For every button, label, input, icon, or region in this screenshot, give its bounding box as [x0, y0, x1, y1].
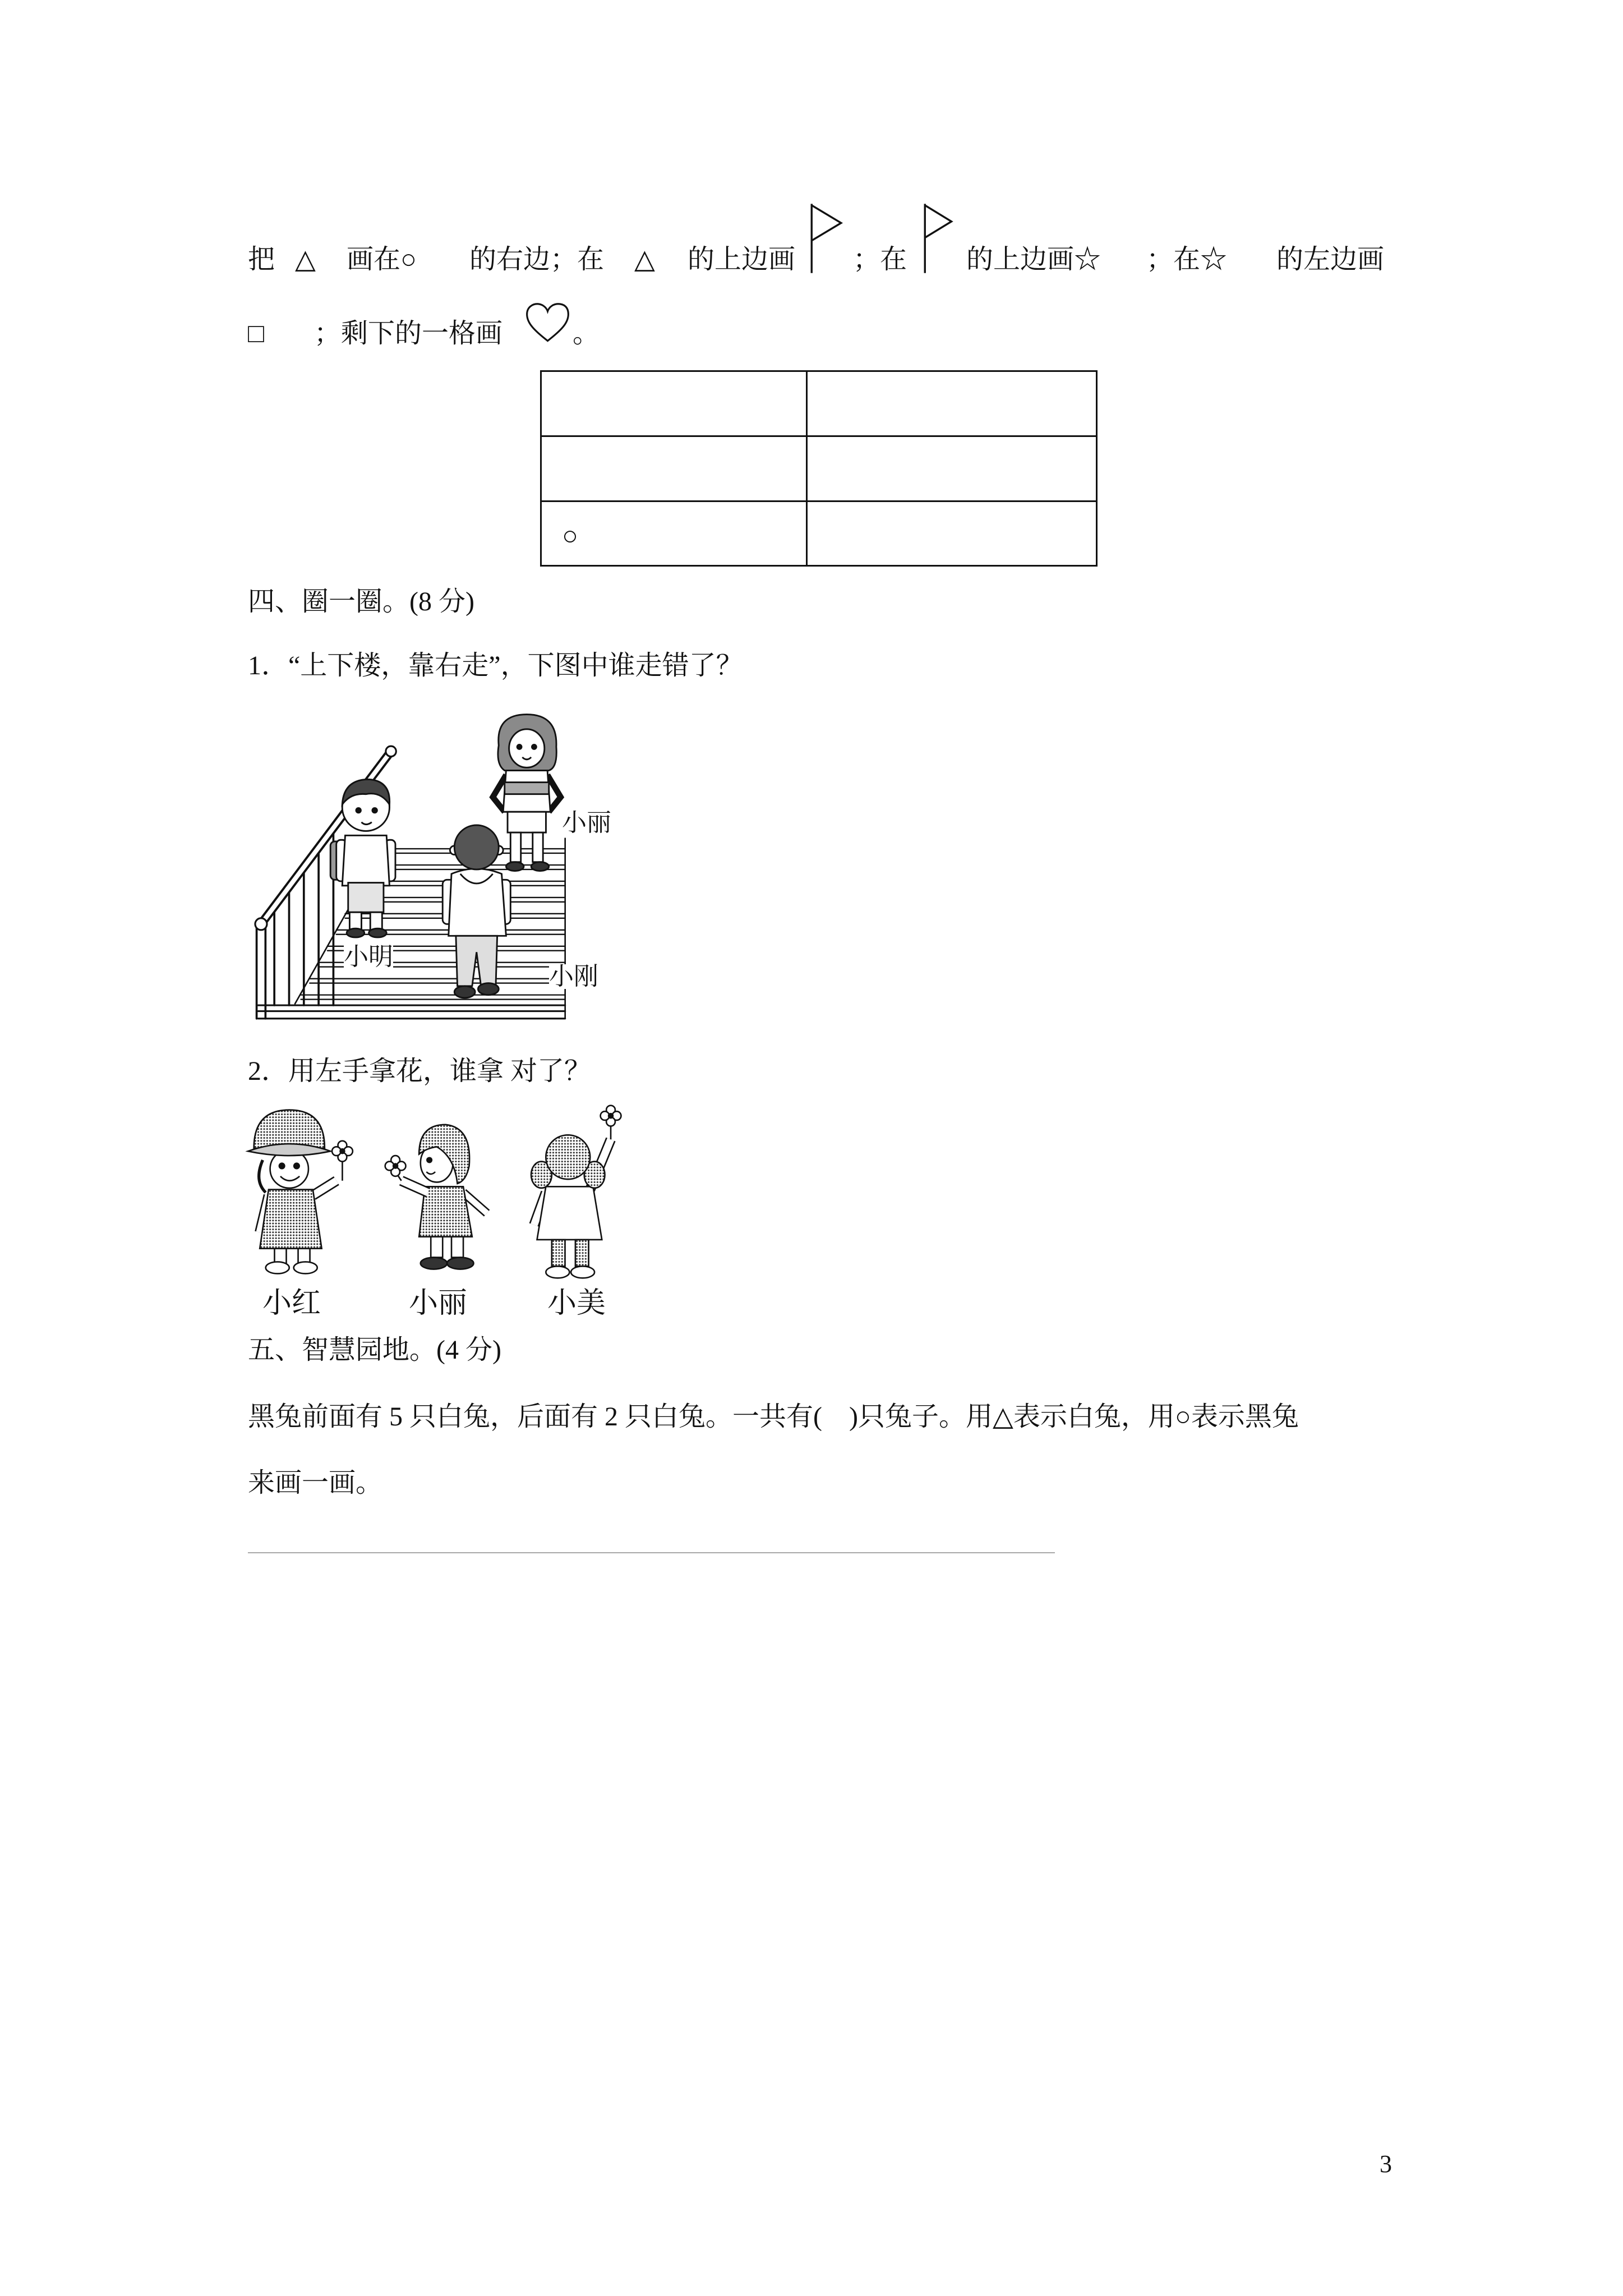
- grid-cell: [808, 372, 1098, 437]
- name-label: 小明: [344, 943, 393, 970]
- stair-base: [258, 1005, 565, 1019]
- girl-xiaomei-figure: [531, 1106, 621, 1278]
- flag-icon: [922, 204, 957, 273]
- children-with-flowers-illustration: [241, 1099, 639, 1284]
- name-label: 小刚: [549, 963, 598, 990]
- staircase-illustration: [251, 708, 568, 1022]
- instruction-text: ；在: [853, 245, 907, 274]
- name-label: 小红: [262, 1287, 321, 1319]
- question-text: 1．“上下楼，靠右走”，下图中谁走错了？: [248, 651, 743, 680]
- drawing-grid: [540, 370, 1098, 567]
- question-text: 2．用左手拿花，谁拿 对了？: [248, 1056, 592, 1086]
- instruction-text: 画在○: [347, 245, 417, 274]
- instruction-text: 的左边画: [1276, 245, 1385, 274]
- grid-cell: [808, 502, 1098, 567]
- grid-cell: [542, 437, 808, 502]
- flower-icon: [332, 1141, 353, 1181]
- heart-icon: [525, 302, 570, 344]
- name-label: 小丽: [409, 1287, 468, 1319]
- answer-line: [248, 1552, 1055, 1553]
- grid-cell: [808, 437, 1098, 502]
- instruction-text: 。: [573, 319, 600, 348]
- square-symbol: □: [248, 319, 264, 348]
- boy-xiaogang-figure: [442, 825, 510, 998]
- triangle-symbol: △: [634, 245, 655, 274]
- flower-icon: [601, 1106, 621, 1139]
- instruction-text: 的右边；在: [469, 245, 605, 274]
- triangle-symbol: △: [295, 245, 316, 274]
- instruction-text: 的上边画☆: [966, 245, 1101, 274]
- flag-icon: [809, 204, 844, 273]
- stair-balusters: [257, 827, 334, 1019]
- question-text: 黑兔前面有 5 只白兔，后面有 2 只白兔。一共有( )只兔子。用△表示白兔，用○表示黑兔: [248, 1402, 1299, 1432]
- circle-symbol: ○: [562, 521, 578, 551]
- girl-xiaoli-figure: [385, 1125, 487, 1269]
- girl-xiaohong-figure: [248, 1110, 353, 1274]
- flower-icon: [385, 1156, 406, 1181]
- section-heading: 四、圈一圈。(8 分): [248, 587, 474, 616]
- name-label: 小美: [547, 1287, 606, 1319]
- question-text: 来画一画。: [248, 1468, 383, 1498]
- instruction-text: ；在☆: [1146, 245, 1228, 274]
- instruction-text: 把: [248, 245, 275, 274]
- name-label: 小丽: [562, 809, 611, 836]
- section-heading: 五、智慧园地。(4 分): [248, 1335, 501, 1365]
- page-number: 3: [1380, 2150, 1392, 2178]
- instruction-text: ；剩下的一格画: [314, 319, 503, 348]
- instruction-text: 的上边画: [688, 245, 796, 274]
- grid-cell: [542, 502, 808, 567]
- grid-cell: [542, 372, 808, 437]
